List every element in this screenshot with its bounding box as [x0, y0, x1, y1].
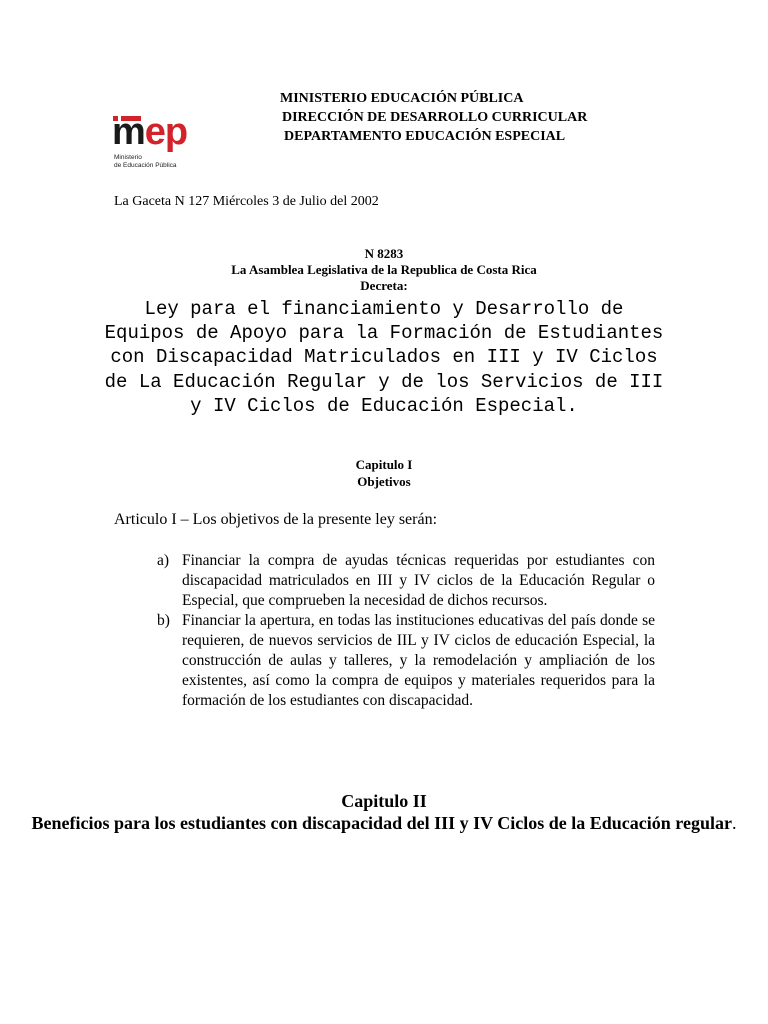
chapter-2-title-period: . [731, 813, 737, 833]
mep-logo [112, 112, 212, 172]
list-item [157, 611, 655, 711]
chapter-1-heading [0, 456, 768, 490]
logo-wordmark [112, 111, 188, 153]
chapter-1-label: Capitulo I [355, 457, 413, 472]
logo-word-black: m [112, 111, 145, 153]
logo-subtitle [114, 154, 177, 169]
list-item-text: Financiar la apertura, en todas las instituciones educativas del país donde se requieren, de nuevos servicios de IIL y IV ciclos de educación Especial, la construcción de aulas y talleres, y la remodelación y ampliación de los existentes, así como la compra de equipos y materiales requeridos para la formación de los estudiantes con discapacidad. [182, 612, 655, 709]
list-item-text: Financiar la compra de ayudas técnicas requeridas por estudiantes con discapacidad matriculados en III y IV ciclos de la Educación Regular o Especial, que comprueben la necesidad de dichos recursos. [182, 552, 655, 609]
header-direction: DIRECCIÓN DE DESARROLLO CURRICULAR [282, 110, 588, 125]
logo-subtitle-line1: Ministerio [114, 154, 142, 161]
document-header [280, 89, 587, 146]
law-heading [0, 246, 768, 294]
law-title: Ley para el financiamiento y Desarrollo de Equipos de Apoyo para la Formación de Estudiantes con Discapacidad Matriculados en III y IV Ciclos de La Educación Regular y de los Servicios de III y IV Ciclos de Educación Especial. [104, 298, 664, 417]
article-1-intro: Articulo I – Los objetivos de la presente ley serán: [114, 511, 438, 528]
law-decree: Decreta: [360, 278, 408, 293]
chapter-2-label: Capitulo II [341, 791, 427, 811]
header-ministry: MINISTERIO EDUCACIÓN PÚBLICA [280, 91, 524, 106]
header-department: DEPARTAMENTO EDUCACIÓN ESPECIAL [284, 129, 566, 144]
chapter-2-heading [0, 790, 768, 834]
law-assembly: La Asamblea Legislativa de la Republica de Costa Rica [231, 262, 537, 277]
chapter-1-name: Objetivos [357, 474, 411, 489]
list-item-label: a) [157, 552, 170, 569]
list-item-label: b) [157, 612, 170, 629]
chapter-2-title [0, 812, 768, 834]
logo-subtitle-line2: de Educación Pública [114, 161, 177, 169]
list-item [157, 551, 655, 611]
logo-word-red: ep [144, 111, 188, 153]
chapter-2-title-text: Beneficios para los estudiantes con discapacidad del III y IV Ciclos de la Educación regular [31, 813, 732, 833]
law-number: N 8283 [364, 246, 404, 261]
objectives-list [157, 551, 655, 711]
gazette-reference: La Gaceta N 127 Miércoles 3 de Julio del 2002 [114, 194, 379, 209]
